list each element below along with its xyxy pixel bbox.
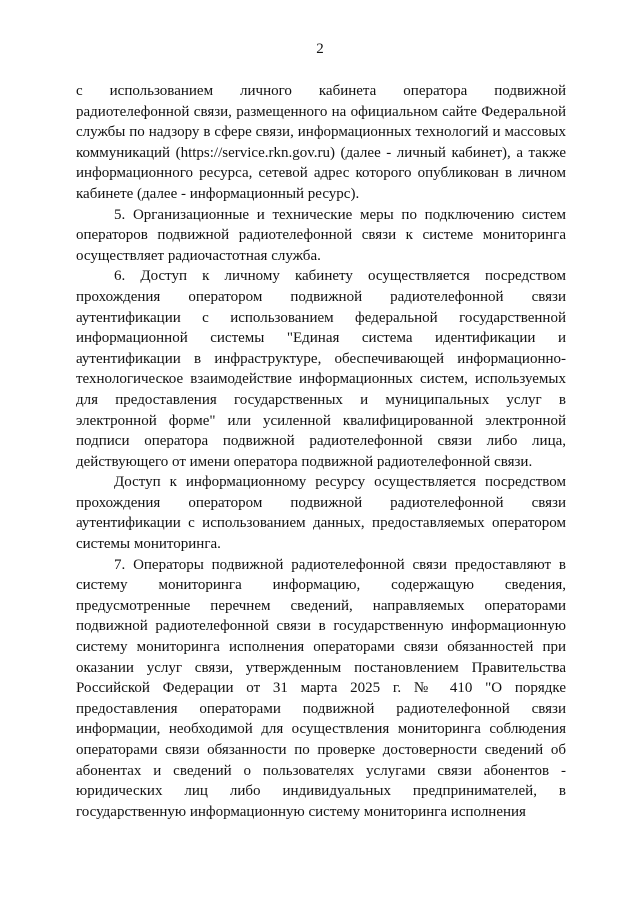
paragraph-item-6: 6. Доступ к личному кабинету осуществляется посредством прохождения оператором подвижной радиотелефонной связи аутентификации с использованием федеральной государственной информационной системы "Единая система идентификации и аутентификации в инфраструктуре, обеспечивающей информационно-технологическое взаимодействие информационных систем, используемых для предоставления государственных и муниципальных услуг в электронной форме" или усиленной квалифицированной электронной подписи оператора подвижной радиотелефонной связи либо лица, действующего от имени оператора подвижной радиотелефонной связи. bbox=[76, 268, 566, 470]
paragraph-continuation: с использованием личного кабинета оператора подвижной радиотелефонной связи, размещенного на официальном сайте Федеральной службы по надзору в сфере связи, информационных технологий и массовых коммуникаций (https://service.rkn.gov.ru) (далее - личный кабинет), а также информационного ресурса, сетевой адрес которого опубликован в личном кабинете (далее - информационный ресурс). bbox=[76, 83, 566, 202]
page-number: 2 bbox=[316, 41, 324, 57]
paragraph-resource-access: Доступ к информационному ресурсу осуществляется посредством прохождения оператором подвижной радиотелефонной связи аутентификации с использованием данных, предоставляемых оператором системы мониторинга. bbox=[76, 474, 566, 553]
paragraph-item-5: 5. Организационные и технические меры по подключению систем операторов подвижной радиотелефонной связи к системе мониторинга осуществляет радиочастотная служба. bbox=[76, 206, 566, 264]
document-body bbox=[76, 81, 566, 822]
paragraph-item-7: 7. Операторы подвижной радиотелефонной связи предоставляют в систему мониторинга информацию, содержащую сведения, предусмотренные перечнем сведений, направляемых операторами подвижной радиотелефонной связи в государственную информационную систему мониторинга исполнения операторами связи обязанностей при оказании услуг связи, утвержденным постановлением Правительства Российской Федерации от 31 марта 2025 г. № 410 "О порядке предоставления операторами подвижной радиотелефонной связи информации, необходимой для осуществления мониторинга соблюдения операторами связи обязанности по проверке достоверности сведений об абонентах и сведений о пользователях услугами связи абонентов - юридических лиц либо индивидуальных предпринимателей, в государственную информационную систему мониторинга исполнения bbox=[76, 556, 566, 820]
